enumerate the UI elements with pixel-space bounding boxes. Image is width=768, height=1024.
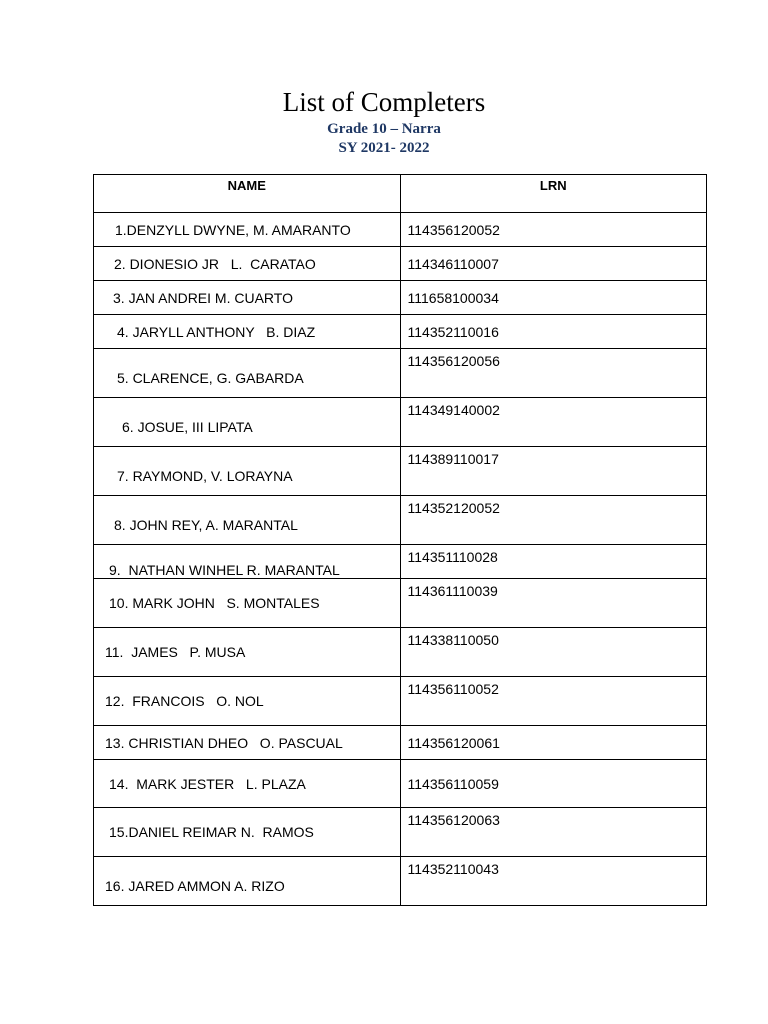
grade-section: Grade 10 – Narra <box>327 121 441 137</box>
student-lrn: 114356120061 <box>400 726 707 760</box>
table-row <box>94 315 707 349</box>
student-name: 1.DENZYLL DWYNE, M. AMARANTO <box>94 213 401 247</box>
student-lrn: 114349140002 <box>400 398 707 447</box>
student-lrn: 114352120052 <box>400 496 707 545</box>
student-name: 3. JAN ANDREI M. CUARTO <box>94 281 401 315</box>
student-lrn: 114389110017 <box>400 447 707 496</box>
student-lrn: 114346110007 <box>400 247 707 281</box>
table-row <box>94 281 707 315</box>
name-column-header: NAME <box>94 175 401 213</box>
table-row <box>94 808 707 857</box>
student-name: 5. CLARENCE, G. GABARDA <box>94 349 401 398</box>
student-lrn: 114356120052 <box>400 213 707 247</box>
table-row <box>94 677 707 726</box>
student-name: 15.DANIEL REIMAR N. RAMOS <box>94 808 401 857</box>
table-header-row <box>94 175 707 213</box>
document-title: List of Completers <box>282 87 486 117</box>
student-name: 7. RAYMOND, V. LORAYNA <box>94 447 401 496</box>
student-name: 13. CHRISTIAN DHEO O. PASCUAL <box>94 726 401 760</box>
table-row <box>94 628 707 677</box>
student-name: 2. DIONESIO JR L. CARATAO <box>94 247 401 281</box>
student-lrn: 114352110016 <box>400 315 707 349</box>
student-name: 6. JOSUE, III LIPATA <box>94 398 401 447</box>
student-lrn: 114338110050 <box>400 628 707 677</box>
table-row <box>94 545 707 579</box>
table-row <box>94 760 707 808</box>
school-year: SY 2021- 2022 <box>338 140 430 156</box>
student-name: 11. JAMES P. MUSA <box>94 628 401 677</box>
table-row <box>94 496 707 545</box>
table-row <box>94 726 707 760</box>
student-name: 8. JOHN REY, A. MARANTAL <box>94 496 401 545</box>
student-lrn: 114351110028 <box>400 545 707 579</box>
student-lrn: 114356120056 <box>400 349 707 398</box>
student-lrn: 114356120063 <box>400 808 707 857</box>
table-row <box>94 857 707 906</box>
lrn-column-header: LRN <box>400 175 707 213</box>
student-name: 12. FRANCOIS O. NOL <box>94 677 401 726</box>
student-name: 9. NATHAN WINHEL R. MARANTAL <box>94 545 401 579</box>
table-row <box>94 349 707 398</box>
table-row <box>94 579 707 628</box>
student-name: 14. MARK JESTER L. PLAZA <box>94 760 401 808</box>
student-name: 4. JARYLL ANTHONY B. DIAZ <box>94 315 401 349</box>
student-lrn: 114356110052 <box>400 677 707 726</box>
completers-table <box>93 174 707 906</box>
table-row <box>94 398 707 447</box>
student-lrn: 114352110043 <box>400 857 707 906</box>
student-lrn: 111658100034 <box>400 281 707 315</box>
student-name: 10. MARK JOHN S. MONTALES <box>94 579 401 628</box>
table-row <box>94 213 707 247</box>
student-name: 16. JARED AMMON A. RIZO <box>94 857 401 906</box>
table-row <box>94 247 707 281</box>
student-lrn: 114356110059 <box>400 760 707 808</box>
table-row <box>94 447 707 496</box>
student-lrn: 114361110039 <box>400 579 707 628</box>
